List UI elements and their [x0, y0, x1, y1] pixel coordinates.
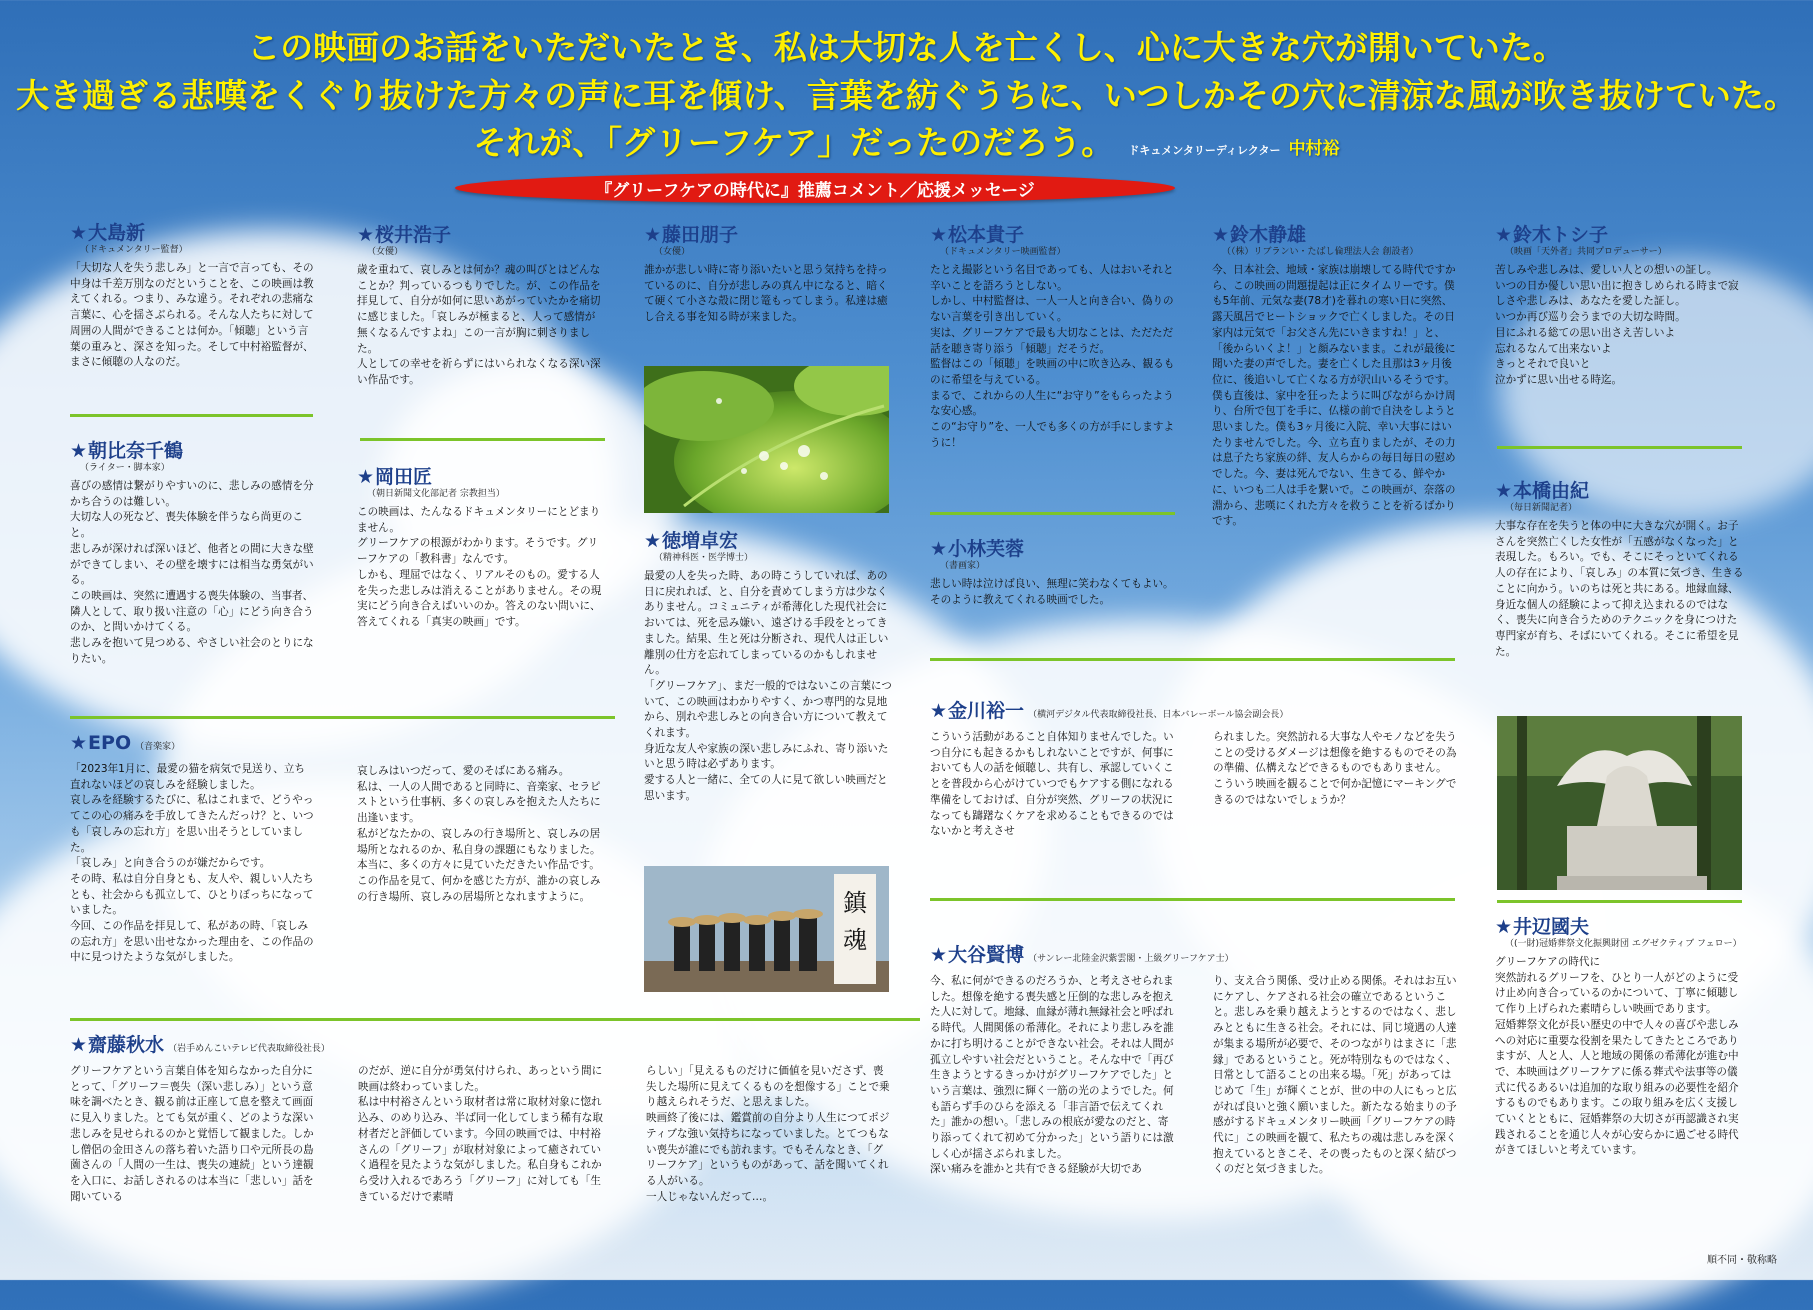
credit-role: ドキュメンタリーディレクター — [1128, 144, 1281, 157]
footer-note: 順不同・敬称略 — [1707, 1255, 1777, 1266]
entry-text: 悲しい時は泣けば良い、無理に笑わなくてもよい。そのように教えてくれる映画でした。 — [930, 578, 1174, 606]
entry-text: 今、日本社会、地域・家族は崩壊してる時代ですから、この映画の問題提起は正にタイムリーです。僕も5年前、元気な妻(78才)を暮れの寒い日に突然、露天風呂でヒートショックで亡くしました。その日家内は元気で「お父さん先にいきますね！」と、「後からいくよ！」と顔みないまま。これが最後に聞いた妻の声でした。妻を亡くした且那は3ヶ月後位に、後追いして亡くなる方が沢山いるそうです。僕も直後は、家中を狂ったように叫びながらかけ周り、台所で包丁を手に、仏様の前で自決をしようと思いました。僕も3ヶ月後に入院、幸い大事にはいたりませんでした。今、立ち直りましたが、その力は息子たち家族の絆、友人らからの毎日毎日の慰めでした。今、妻は死んでない、生きてる、鮮やかに、いつも二人は手を繋いで。この映画が、奈落の淵から、悲嘆にくれた方々を救うことを祈るばかりです。 — [1212, 264, 1456, 528]
entry-text-col-3: らしい」「見えるものだけに価値を見いださず、喪失した場所に見えてくるものを想像する」ことで乗り越えられそうだ、と思えました。 映画終了後には、鑑賞前の自分より人生につてポジティブな強い気持ちになっていました。とてつもない喪失が誰にでも訪れます。でもそんなとき、「グリーフケア」というものがあって、話を聞いてくれる人がいる。 一人じゃないんだって…。 — [646, 1065, 890, 1203]
credit-name: 中村裕 — [1288, 139, 1340, 159]
entry-text-col-2: り、支え合う関係、受け止める関係。それはお互いにケアし、ケアされる社会の確立であるということ。悲しみを乗り越えようとするのではなく、悲しみとともに生きる社会。それには、同じ境遇の人達が集まる場所が必要で、そのつながりはまさに「悲縁」であるということ。死が特別なものではなく、日常として語ることの出来る場。「死」があってはじめて「生」が輝くことが、世の中の人にもっと広がれば良いと強く願いました。新たなる始まりの予感がするドキュメンタリー映画「グリーフケアの時代に」この映画を観て、私たちの魂は悲しみを深く抱えているときこそ、その喪ったものと深く結びつくのだと気づきました。 — [1213, 975, 1457, 1176]
entry-name: ★大谷賢博 （サンレー北陸金沢紫雲閣・上級グリーフケア士） — [930, 944, 1234, 966]
entry-name: ★鈴木静雄 — [1212, 224, 1307, 246]
entry-name: ★EPO （音楽家） — [70, 732, 181, 754]
entry-affiliation: （ドキュメンタリー映画監督） — [940, 247, 1066, 257]
leaf-with-water-drops-photo — [644, 366, 889, 513]
divider — [70, 414, 313, 417]
entry-affiliation: （精神科医・医学博士） — [654, 553, 754, 563]
headline-line-1: この映画のお話をいただいたとき、私は大切な人を亡くし、心に大きな穴が開いていた。 — [247, 28, 1566, 67]
divider — [930, 512, 1175, 515]
entry-affiliation: （女優） — [367, 247, 404, 257]
entry-tokumasu — [644, 530, 894, 805]
headline-line-2: 大き過ぎる悲嘆をくぐり抜けた方々の声に耳を傾け、言葉を紡ぐうちに、いつしかその穴に清涼な風が吹き抜けていた。 — [16, 76, 1797, 115]
entry-name: ★本橋由紀 — [1495, 480, 1590, 502]
entry-kanagawa — [930, 700, 1470, 840]
entry-text: 大事な存在を失うと体の中に大きな穴が開く。お子さんを突然亡くした女性が「五感がなくなった」と表現した。もろい。でも、そこにそっといてくれる人の存在により、「哀しみ」の本質に気づき、生きることに向かう。いのちは死と共にある。地縁血縁、身近な個人の経験によって抑え込まれるのではなく、喪失に向き合うためのテクニックを身につけた専門家が育ち、そばにいてくれる。そこに希望を見た。 — [1495, 520, 1744, 658]
entry-oshima — [70, 222, 315, 371]
entry-text: 最愛の人を失った時、あの時こうしていれば、あの日に戻れれば、と、自分を責めてしまう方は少なくありません。コミュニティが希薄化した現代社会においては、死を忌み嫌い、遠ざける手段をとってきました。結果、生と死は分断され、現代人は正しい離別の仕方を忘れてしまっているのかもしれません。 「グリーフケア」、まだ一般的ではないこの言葉について、この映画はわかりやすく、かつ専門的な見地から、別れや悲しみとの向き合い方について教えてくれます。 身近な友人や家族の深い悲しみにふれ、寄り添いたいと思う時は必ずあります。 愛する人と一緒に、全ての人に見て欲しい映画だと思います。 — [644, 570, 892, 802]
entry-kobayashi — [930, 538, 1175, 608]
entry-text: 誰かが悲しい時に寄り添いたいと思う気持ちを持っているのに、自分が悲しみの真ん中になると、暗くて硬くて小さな殻に閉じ篭もってしまう。私達は癒し合える事を知る時が来ました。 — [644, 264, 888, 324]
divider — [1497, 900, 1742, 903]
svg-text:魂: 魂 — [843, 926, 867, 954]
divider — [70, 716, 615, 719]
entry-text-col-1: こういう活動があること自体知りませんでした。いつ自分にも起きるかもしれないことですが、何事においても人の話を傾聴し、共有し、承認していくことを普段から心がけていつでもケアする側になれる準備をしておけば、自分が突然、グリーフの状況になっても躊躇なくケアを求めることもできるのではないかと考えさせ — [930, 731, 1174, 838]
entry-suzuki-toshiko — [1495, 224, 1745, 389]
entry-motohashi — [1495, 480, 1745, 660]
entry-sakurai — [357, 224, 602, 389]
entry-name: ★桜井浩子 — [357, 224, 452, 246]
entry-text: 苦しみや悲しみは、愛しい人との想いの証し。 いつの日か優しい思い出に抱きしめられる時まで寂しさや悲しみは、あなたを愛した証し。 いつか再び巡り会うまでの大切な時間。 目にふれる総ての思い出さえ苦しいよ 忘れるなんて出来ないよ きっとそれで良いと 泣かずに思い出せる時迄。 — [1495, 264, 1739, 386]
entry-text: 歳を重ねて、哀しみとは何か？魂の叫びとはどんなことか？判っているつもりでした。が、この作品を拝見して、自分が如何に思いあがっていたかを痛切に感じました。「哀しみが極まると、人って感情が無くなるんですよね」この一言が胸に刺さりました。 人としての幸せを祈らずにはいられなくなる深い深い作品です。 — [357, 264, 601, 386]
entry-name: ★大島新 — [70, 222, 146, 244]
entry-affiliation: （ライター・脚本家） — [80, 463, 170, 473]
entry-text-col-1: 「2023年1月に、最愛の猫を病気で見送り、立ち直れないほどの哀しみを経験しました。 哀しみを経験するたびに、私はこれまで、どうやってこの心の痛みを手放してきたんだっけ？と、いつも「哀しみの忘れ方」を思い出そうとしていました。 「哀しみ」と向き合うのが嫌だからです。 その時、私は自分自身とも、友人や、親しい人たちとも、社会からも孤立して、ひとりぼっちになっていました。 今回、この作品を拝見して、私があの時、「哀しみの忘れ方」を思い出せなかった理由を、この作品の中に見つけたような気がしました。 — [70, 763, 314, 964]
entry-affiliation: （ドキュメンタリー監督） — [80, 245, 188, 255]
entry-affiliation: （書画家） — [940, 561, 986, 571]
entry-name: ★岡田匠 — [357, 466, 433, 488]
entry-name: ★藤田朋子 — [644, 224, 739, 246]
entry-text-col-1: 今、私に何ができるのだろうか、と考えさせられました。想像を絶する喪失感と圧倒的な悲しみを抱えた人に対して。地縁、血縁が薄れ無縁社会と呼ばれる時代。人間関係の希薄化。それにより悲しみを誰かに打ち明けることができない社会。それは人間が孤立しやすい社会だということ。そんな中で「再び生きようとするきっかけがグリーフケアでした」という言葉は、強烈に輝く一筋の光のようでした。何も語らず手のひらを添える「非言語で伝えてくれた」誰かの想い。「悲しみの根底が愛なのだと、寄り添ってくれて初めて分かった」という語りには激しく心が揺さぶられました。 深い痛みを誰かと共有できる経験が大切であ — [930, 975, 1174, 1176]
divider — [1497, 446, 1742, 449]
entry-text: 喜びの感情は繋がりやすいのに、悲しみの感情を分かち合うのは難しい。 大切な人の死など、喪失体験を伴うなら尚更のこと。 悲しみが深ければ深いほど、他者との間に大きな壁ができてしまい、その壁を壊すには相当な勇気がいる。 この映画は、突然に遭遇する喪失体験の、当事者、隣人として、取り扱い注意の「心」にどう向き合うのか、と問いかけてくる。 悲しみを抱いて見つめる、やさしい社会のとりになりたい。 — [70, 480, 314, 665]
entry-name: ★松本貴子 — [930, 224, 1025, 246]
entry-text: グリーフケアの時代に 突然訪れるグリーフを、ひとり一人がどのように受け止め向き合っているのかについて、丁寧に傾聴して作り上げられた素晴らしい映画であります。 冠婚葬祭文化が長い歴史の中で人々の喜びや悲しみへの対応に重要な役割を果たしてきたところでありますが、人と人、人と地域の関係の希薄化が進む中で、本映画はグリーフケアに係る葬式や法事等の儀式に代るあるいは追加的な取り組みの必要性を紹介するものでもあります。この取り組みを広く支援していくとともに、冠婚葬祭の大切さが再認識され実践されることを通じ人々が心安らかに過ごせる時代がきてほしいと考えています。 — [1495, 956, 1739, 1157]
divider — [70, 1018, 920, 1021]
weeping-angel-statue-photo — [1497, 716, 1742, 890]
entry-affiliation: （朝日新聞文化部記者 宗教担当） — [367, 489, 505, 499]
entry-okada — [357, 466, 602, 631]
entry-affiliation: （映画「天外者」共同プロデューサー） — [1505, 247, 1667, 257]
entry-fujita — [644, 224, 894, 326]
headline-line-3-text: それが、「グリーフケア」だったのだろう。 — [473, 123, 1115, 162]
entry-name: ★金川裕一 （横河デジタル代表取締役社長、日本バレーボール協会副会長） — [930, 700, 1289, 722]
entry-saito — [70, 1034, 920, 1205]
entry-text-col-2: られました。突然訪れる大事な人やモノなどを失うことの受けるダメージは想像を絶するものでその為の準備、仏構えなどできるものでもありません。 こういう映画を観ることで何か記憶にマーキングできるのではないでしょうか？ — [1213, 731, 1457, 806]
divider — [930, 658, 1455, 661]
entry-text: たとえ撮影という名目であっても、人はおいそれと辛いことを語ろうとしない。 しかし、中村監督は、一人一人と向き合い、偽りのない言葉を引き出していく。 実は、グリーフケアで最も大切なことは、ただただ話を聴き寄り添う「傾聴」だそうだ。 監督はこの「傾聴」を映画の中に吹き込み、観るものに希望を与えている。 まるで、これからの人生に“お守り”をもらったような安心感。 この“お守り”を、一人でも多くの方が手にしますように！ — [930, 264, 1175, 449]
entry-affiliation: （（株）リブランい・たばし倫理法人会 創設者） — [1222, 247, 1419, 257]
entry-affiliation: （(一財)冠婚葬祭文化振興財団 エグゼクティブ フェロー） — [1505, 939, 1742, 949]
entry-affiliation: （毎日新聞記者） — [1505, 503, 1578, 513]
entry-name: ★徳増卓宏 — [644, 530, 739, 552]
entry-name: ★齋藤秋水 （岩手めんこいテレビ代表取締役社長） — [70, 1034, 330, 1056]
divider — [360, 438, 605, 441]
monks-with-banner-photo — [644, 866, 889, 992]
svg-text:鎮: 鎮 — [843, 889, 867, 917]
entry-name: ★朝比奈千鶴 — [70, 440, 184, 462]
entry-name: ★鈴木トシ子 — [1495, 224, 1609, 246]
section-banner: 『グリーフケアの時代に』推薦コメント／応援メッセージ — [455, 173, 1175, 203]
entry-epo — [70, 732, 630, 966]
entry-matsumoto — [930, 224, 1175, 451]
entry-inobe — [1495, 916, 1745, 1159]
entry-text-col-1: グリーフケアという言葉自体を知らなかった自分にとって、「グリーフ＝喪失（深い悲しみ）」という意味を調べたとき、観る前は正座して息を整えて画面に見入りました。とても気が重く、どのような深い悲しみを見せられるのかと覚悟して観ました。しかし僧侶の金田さんの落ち着いた語り口や元所長の島薗さんの「人間の一生は、喪失の連続」という達観を入口に、お話しされるのは本当に「悲しい」話を聞いている — [70, 1065, 314, 1203]
entry-text-col-2: のだが、逆に自分が勇気付けられ、あっという間に映画は終わっていました。 私は中村裕さんという取材者は常に取材対象に惚れ込み、のめり込み、半ば同一化してしまう稀有な取材者だと評価しています。今回の映画では、中村裕さんの「グリーフ」が取材対象によって癒されていく過程を見たような気がしました。私自身もこれから受け入れるであろう「グリーフ」に対しても「生きているだけで素晴 — [358, 1065, 603, 1203]
entry-asahina — [70, 440, 315, 667]
entry-affiliation: （女優） — [654, 247, 691, 257]
entry-name: ★小林芙蓉 — [930, 538, 1025, 560]
entry-otani — [930, 944, 1470, 1178]
entry-suzuki-shizuo — [1212, 224, 1457, 530]
divider — [930, 898, 1455, 901]
entry-text-col-2: 哀しみはいつだって、愛のそばにある痛み。 私は、一人の人間であると同時に、音楽家、セラピストという仕事柄、多くの哀しみを抱えた人たちに出逢います。 私がどなたかの、哀しみの行き場所と、哀しみの居場所となれるのか、私自身の課題にもなりました。 本当に、多くの方々に見ていただきたい作品です。 この作品を見て、何かを感じた方が、誰かの哀しみの行き場所、哀しみの居場所となれますように。 — [357, 765, 601, 903]
entry-text: 「大切な人を失う悲しみ」と一言で言っても、その中身は千差万別なのだということを、この映画は教えてくれる。つまり、みな違う。それぞれの悲痛な言葉に、心を揺さぶられる。そんな人たちに対して周囲の人間ができることは何か。「傾聴」という言葉の重みと、深さを知った。そして中村裕監督が、まさに傾聴の人なのだ。 — [70, 262, 314, 369]
entry-text: この映画は、たんなるドキュメンタリーにとどまりません。 グリーフケアの根源がわかります。そうです。グリーフケアの「教科書」なんです。 しかも、理屈ではなく、リアルそのもの。愛する人を失った悲しみは消えることがありません。その現実にどう向き合えばいいのか。答えのない問いに、答えてくれる「真実の映画」です。 — [357, 506, 602, 628]
entry-name: ★井辺國夫 — [1495, 916, 1590, 938]
headline-line-3 — [0, 117, 1813, 164]
